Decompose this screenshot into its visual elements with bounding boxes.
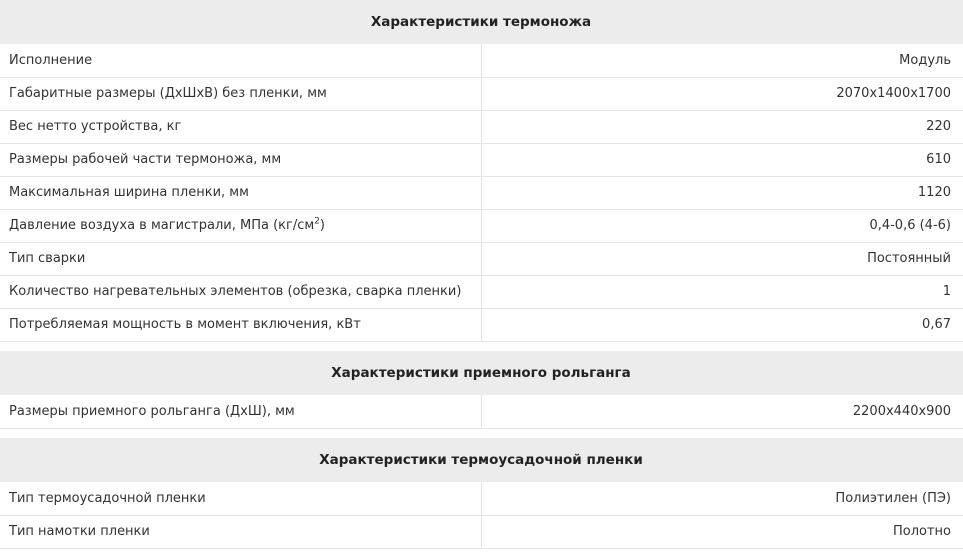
table-row	[0, 209, 963, 242]
superscript: 2	[314, 216, 320, 227]
row-label: Размеры приемного рольганга (ДхШ), мм	[0, 395, 482, 428]
row-value: Полиэтилен (ПЭ)	[482, 482, 963, 515]
row-value: 0,67	[482, 308, 963, 341]
section-spacer	[0, 428, 963, 438]
row-label: Тип сварки	[0, 242, 482, 275]
section-title: Характеристики термоножа	[0, 0, 963, 44]
row-value: 1120	[482, 176, 963, 209]
row-value: Постоянный	[482, 242, 963, 275]
row-value: 1	[482, 275, 963, 308]
section-title: Характеристики термоусадочной пленки	[0, 438, 963, 482]
row-label-text: Давление воздуха в магистрали, МПа (кг/см	[9, 218, 315, 233]
section-header	[0, 351, 963, 395]
row-value: 2070x1400x1700	[482, 77, 963, 110]
section-header	[0, 438, 963, 482]
row-label: Вес нетто устройства, кг	[0, 110, 482, 143]
table-row	[0, 275, 963, 308]
row-value: 0,4-0,6 (4-6)	[482, 209, 963, 242]
table-row	[0, 395, 963, 428]
table-row	[0, 482, 963, 515]
row-label: Тип намотки пленки	[0, 515, 482, 548]
table-row	[0, 143, 963, 176]
row-value: 2200x440x900	[482, 395, 963, 428]
row-label: Габаритные размеры (ДхШхВ) без пленки, мм	[0, 77, 482, 110]
row-label: Потребляемая мощность в момент включения, кВт	[0, 308, 482, 341]
row-label	[0, 209, 482, 242]
table-row	[0, 77, 963, 110]
table-row	[0, 515, 963, 548]
row-value: 220	[482, 110, 963, 143]
section-title: Характеристики приемного рольганга	[0, 351, 963, 395]
table-row	[0, 176, 963, 209]
row-label: Максимальная ширина пленки, мм	[0, 176, 482, 209]
row-value: Полотно	[482, 515, 963, 548]
row-label: Размеры рабочей части термоножа, мм	[0, 143, 482, 176]
table-row	[0, 110, 963, 143]
table-row	[0, 242, 963, 275]
row-label: Тип термоусадочной пленки	[0, 482, 482, 515]
row-value: 610	[482, 143, 963, 176]
section-spacer	[0, 341, 963, 351]
row-label: Количество нагревательных элементов (обрезка, сварка пленки)	[0, 275, 482, 308]
section-header	[0, 0, 963, 44]
table-row	[0, 44, 963, 77]
row-value: Модуль	[482, 44, 963, 77]
row-label: Исполнение	[0, 44, 482, 77]
row-label-tail: )	[319, 218, 325, 233]
table-row	[0, 308, 963, 341]
